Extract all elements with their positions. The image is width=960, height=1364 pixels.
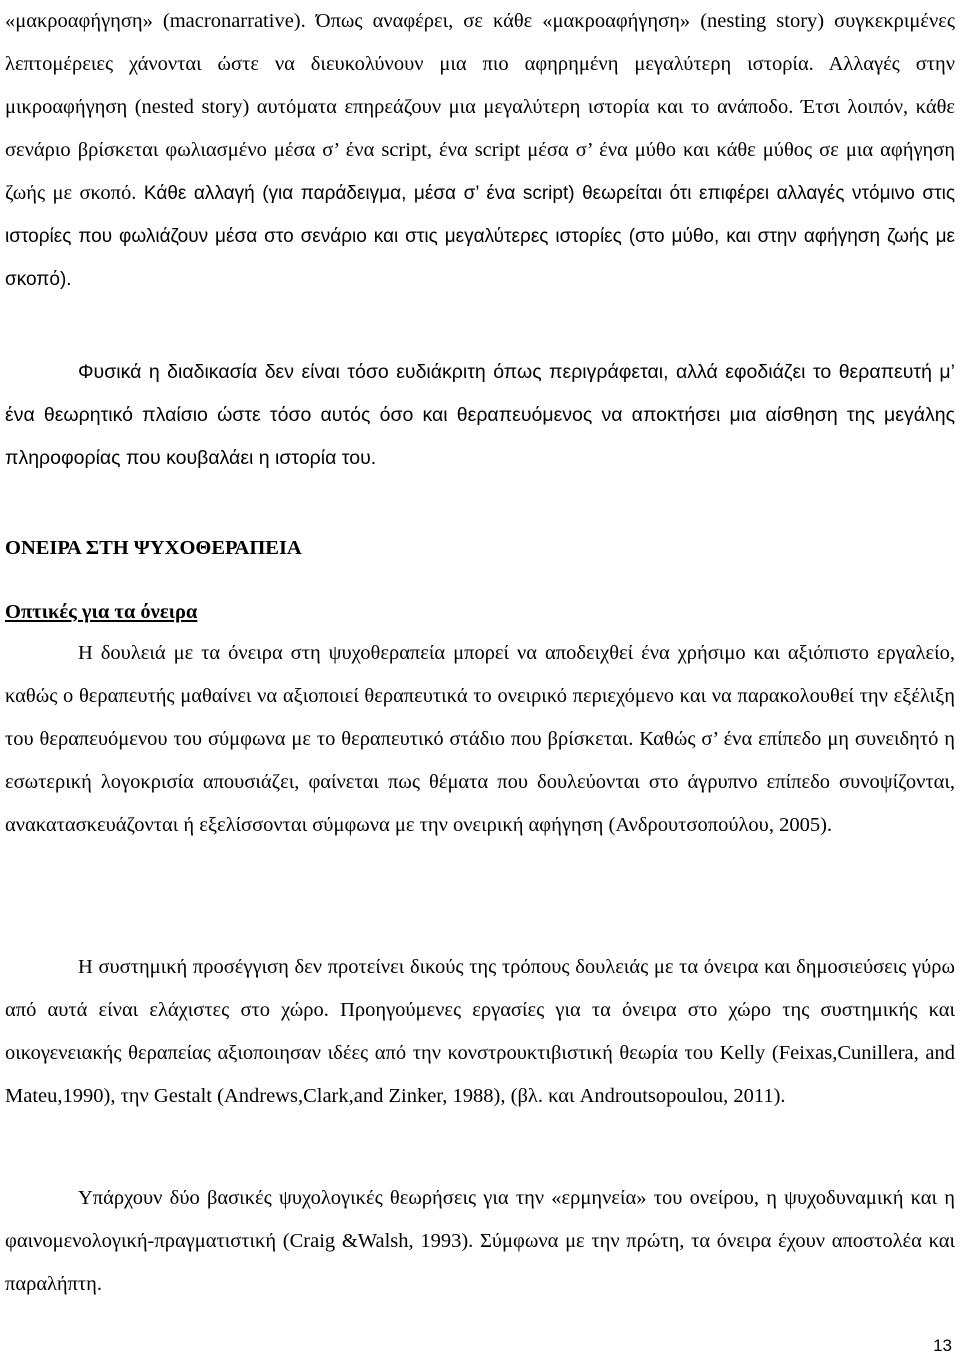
paragraph-macronarrative-sans-text: Κάθε αλλαγή (για παράδειγμα, μέσα σ’ ένα script) θεωρείται ότι επιφέρει αλλαγές ντόμινο στις ιστορίες που φωλιάζουν μέσα στο σενάριο και στις μεγαλύτερες ιστορίες (στο μύθο, και στην αφήγηση ζωής με σκοπό). <box>5 183 955 290</box>
paragraph-process-description: Φυσικά η διαδικασία δεν είναι τόσο ευδιάκριτη όπως περιγράφεται, αλλά εφοδιάζει το θεραπευτή μ’ ένα θεωρητικό πλαίσιο ώστε τόσο αυτός όσο και θεραπευόμενος να αποκτήσει μια αίσθηση της μεγάλης πληροφορίας που κουβαλάει η ιστορία του. <box>5 361 955 469</box>
paragraph-theories: Υπάρχουν δύο βασικές ψυχολογικές θεωρήσεις για την «ερμηνεία» του ονείρου, η ψυχοδυναμική και η φαινομενολογική-πραγματιστική (Craig &Walsh, 1993). Σύμφωνα με την πρώτη, τα όνειρα έχουν αποστολέα και παραλήπτη. <box>5 1187 955 1295</box>
subheading: Οπτικές για τα όνειρα <box>5 601 198 623</box>
paragraph-systemic-approach: Η συστημική προσέγγιση δεν προτείνει δικούς της τρόπους δουλειάς με τα όνειρα και δημοσιεύσεις γύρω από αυτά είναι ελάχιστες στο χώρο. Προηγούμενες εργασίες για τα όνειρα στο χώρο της συστημικής και οικογενειακής θεραπείας αξιοποιησαν ιδέες από την κονστρουκτιβιστική θεωρία του Kelly (Feixas,Cunillera, and Mateu,1990), την Gestalt (Andrews,Clark,and Zinker, 1988), (βλ. και Androutsopoulou, 2011). <box>5 956 955 1107</box>
paragraph-dream-work: Η δουλειά με τα όνειρα στη ψυχοθεραπεία μπορεί να αποδειχθεί ένα χρήσιμο και αξιόπιστο εργαλείο, καθώς ο θεραπευτής μαθαίνει να αξιοποιεί θεραπευτικά το ονειρικό περιεχόμενο και να παρακολουθεί την εξέλιξη του θεραπευόμενου του σύμφωνα με το θεραπευτικό στάδιο που βρίσκεται. Καθώς σ’ ένα επίπεδο μη συνειδητό η εσωτερική λογοκρισία απουσιάζει, φαίνεται πως θέματα που δουλεύονται στο άγρυπνο επίπεδο συνοψίζονται, ανακατασκευάζονται ή εξελίσσονται σύμφωνα με την ονειρική αφήγηση (Ανδρουτσοπούλου, 2005). <box>5 642 955 836</box>
paragraph-macronarrative <box>5 0 955 301</box>
page-number: 13 <box>933 1336 952 1355</box>
section-heading: ΟΝΕΙΡΑ ΣΤΗ ΨΥΧΟΘΕΡΑΠΕΙΑ <box>5 537 302 559</box>
paragraph-macronarrative-serif-text: «μακροαφήγηση» (macronarrative). Όπως αναφέρει, σε κάθε «μακροαφήγηση» (nesting story) συγκεκριμένες λεπτομέρειες χάνονται ώστε να διευκολύνουν μια πιο αφηρημένη μεγαλύτερη ιστορία. Αλλαγές στην μικροαφήγηση (nested story) αυτόματα επηρεάζουν μια μεγαλύτερη ιστορία και το ανάποδο. Έτσι λοιπόν, κάθε σενάριο βρίσκεται φωλιασμένο μέσα σ’ ένα script, ένα script μέσα σ’ ένα μύθο και κάθε μύθος σε μια αφήγηση ζωής με σκοπό. <box>5 10 955 204</box>
